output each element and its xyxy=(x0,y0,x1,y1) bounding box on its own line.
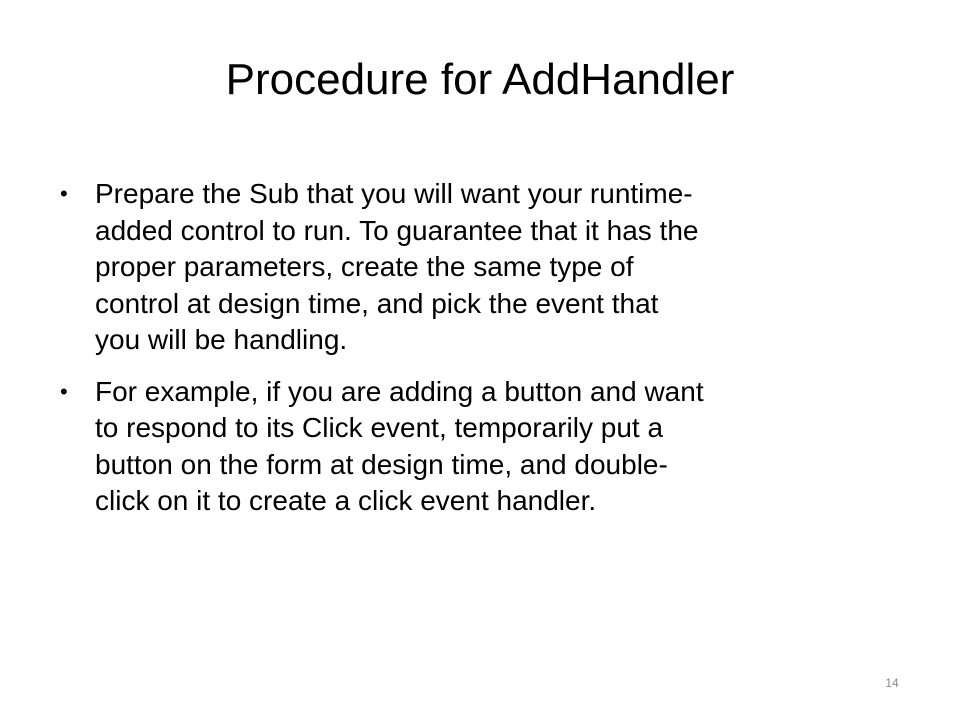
slide-title: Procedure for AddHandler xyxy=(225,55,735,104)
bullet-line: control at design time, and pick the event that xyxy=(95,287,659,319)
bullet-item xyxy=(58,176,908,359)
bullet-line: proper parameters, create the same type of xyxy=(95,251,634,282)
bullet-line: For example, if you are adding a button and want xyxy=(95,375,704,407)
bullet-line: button on the form at design time, and double- xyxy=(95,448,668,480)
bullet-dot-icon: • xyxy=(60,378,68,404)
bullet-line: Prepare the Sub that you will want your runtime- xyxy=(95,178,693,209)
page-number: 14 xyxy=(885,676,899,690)
bullet-dot-icon: • xyxy=(60,181,68,206)
bullet-line: added control to run. To guarantee that it has the xyxy=(95,214,699,246)
bullet-line: click on it to create a click event handler. xyxy=(95,485,597,516)
bullet-item xyxy=(58,374,908,520)
bullet-list xyxy=(58,176,908,535)
bullet-line: you will be handling. xyxy=(95,324,348,355)
bullet-line: to respond to its Click event, temporarily put a xyxy=(95,412,664,443)
